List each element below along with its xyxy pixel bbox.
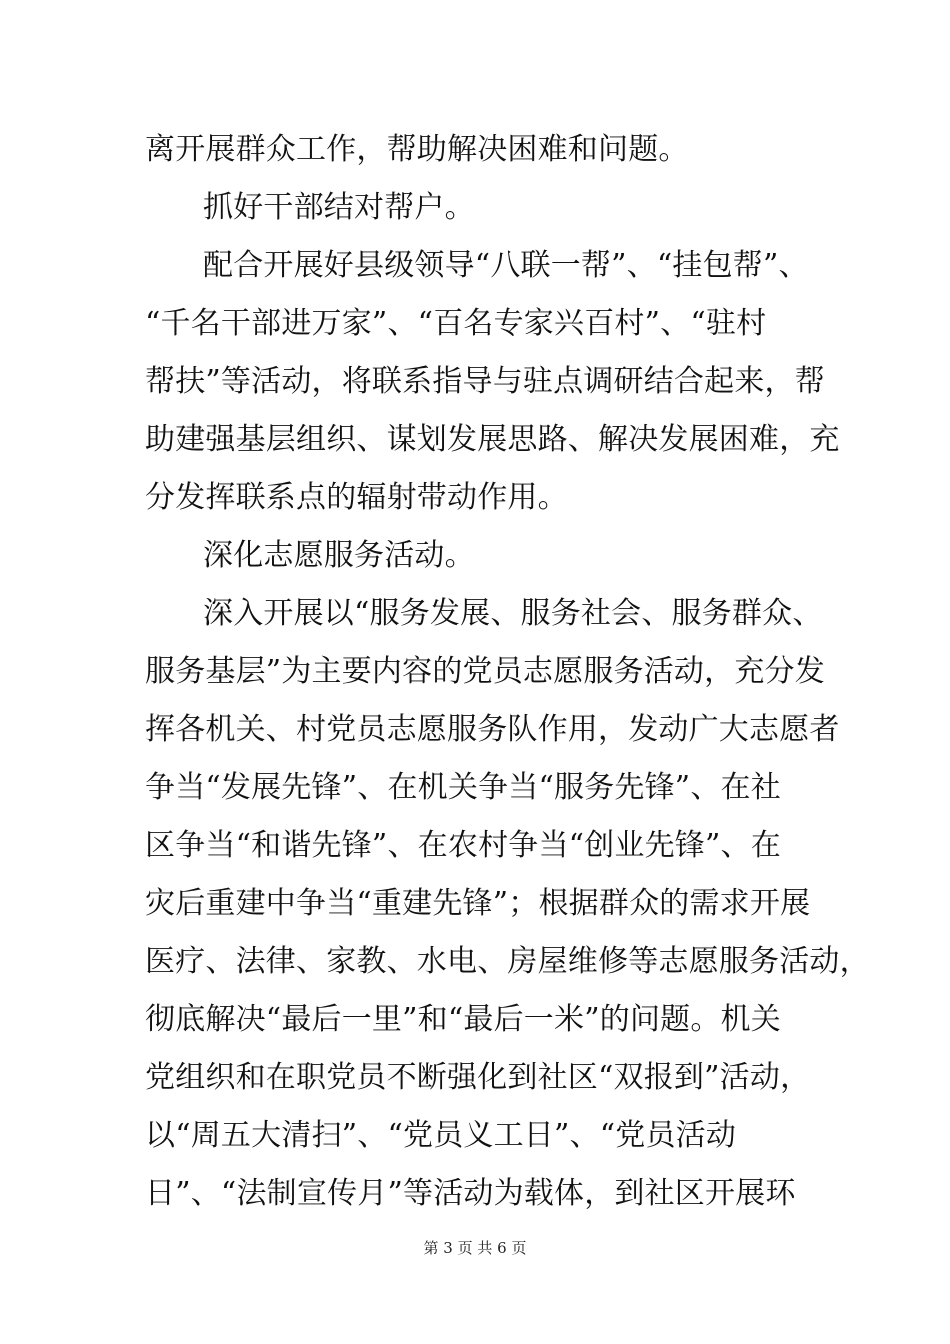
page-number-footer: 第 3 页 共 6 页 — [423, 1239, 527, 1257]
paragraph-first-line: 配合开展好县级领导“八联一帮”、“挂包帮”、 — [203, 248, 809, 283]
body-text-line: 帮扶”等活动，将联系指导与驻点调研结合起来，帮 — [145, 364, 825, 399]
body-text-line: 区争当“和谐先锋”、在农村争当“创业先锋”、在 — [145, 828, 781, 863]
body-text-line: 分发挥联系点的辐射带动作用。 — [145, 480, 568, 515]
section-heading: 深化志愿服务活动。 — [203, 538, 475, 573]
body-text-line: 彻底解决“最后一里”和“最后一米”的问题。机关 — [145, 1002, 781, 1037]
body-text-line: 医疗、法律、家教、水电、房屋维修等志愿服务活动， — [145, 944, 870, 979]
body-text-line: 助建强基层组织、谋划发展思路、解决发展困难，充 — [145, 422, 840, 457]
body-text-line: 离开展群众工作，帮助解决困难和问题。 — [145, 132, 689, 167]
section-heading: 抓好干部结对帮户。 — [203, 190, 475, 225]
body-text-line: 灾后重建中争当“重建先锋”；根据群众的需求开展 — [145, 886, 811, 921]
body-text-line: 服务基层”为主要内容的党员志愿服务活动，充分发 — [145, 654, 825, 689]
body-text-line: 挥各机关、村党员志愿服务队作用，发动广大志愿者 — [145, 712, 840, 747]
body-text-line: “千名干部进万家”、“百名专家兴百村”、“驻村 — [145, 306, 767, 341]
body-text-line: 党组织和在职党员不断强化到社区“双报到”活动， — [145, 1060, 811, 1095]
body-text-line: 日”、“法制宣传月”等活动为载体，到社区开展环 — [145, 1176, 796, 1211]
body-text-line: 争当“发展先锋”、在机关争当“服务先锋”、在社 — [145, 770, 781, 805]
body-text-line: 以“周五大清扫”、“党员义工日”、“党员活动 — [145, 1118, 737, 1153]
paragraph-first-line: 深入开展以“服务发展、服务社会、服务群众、 — [203, 596, 823, 631]
